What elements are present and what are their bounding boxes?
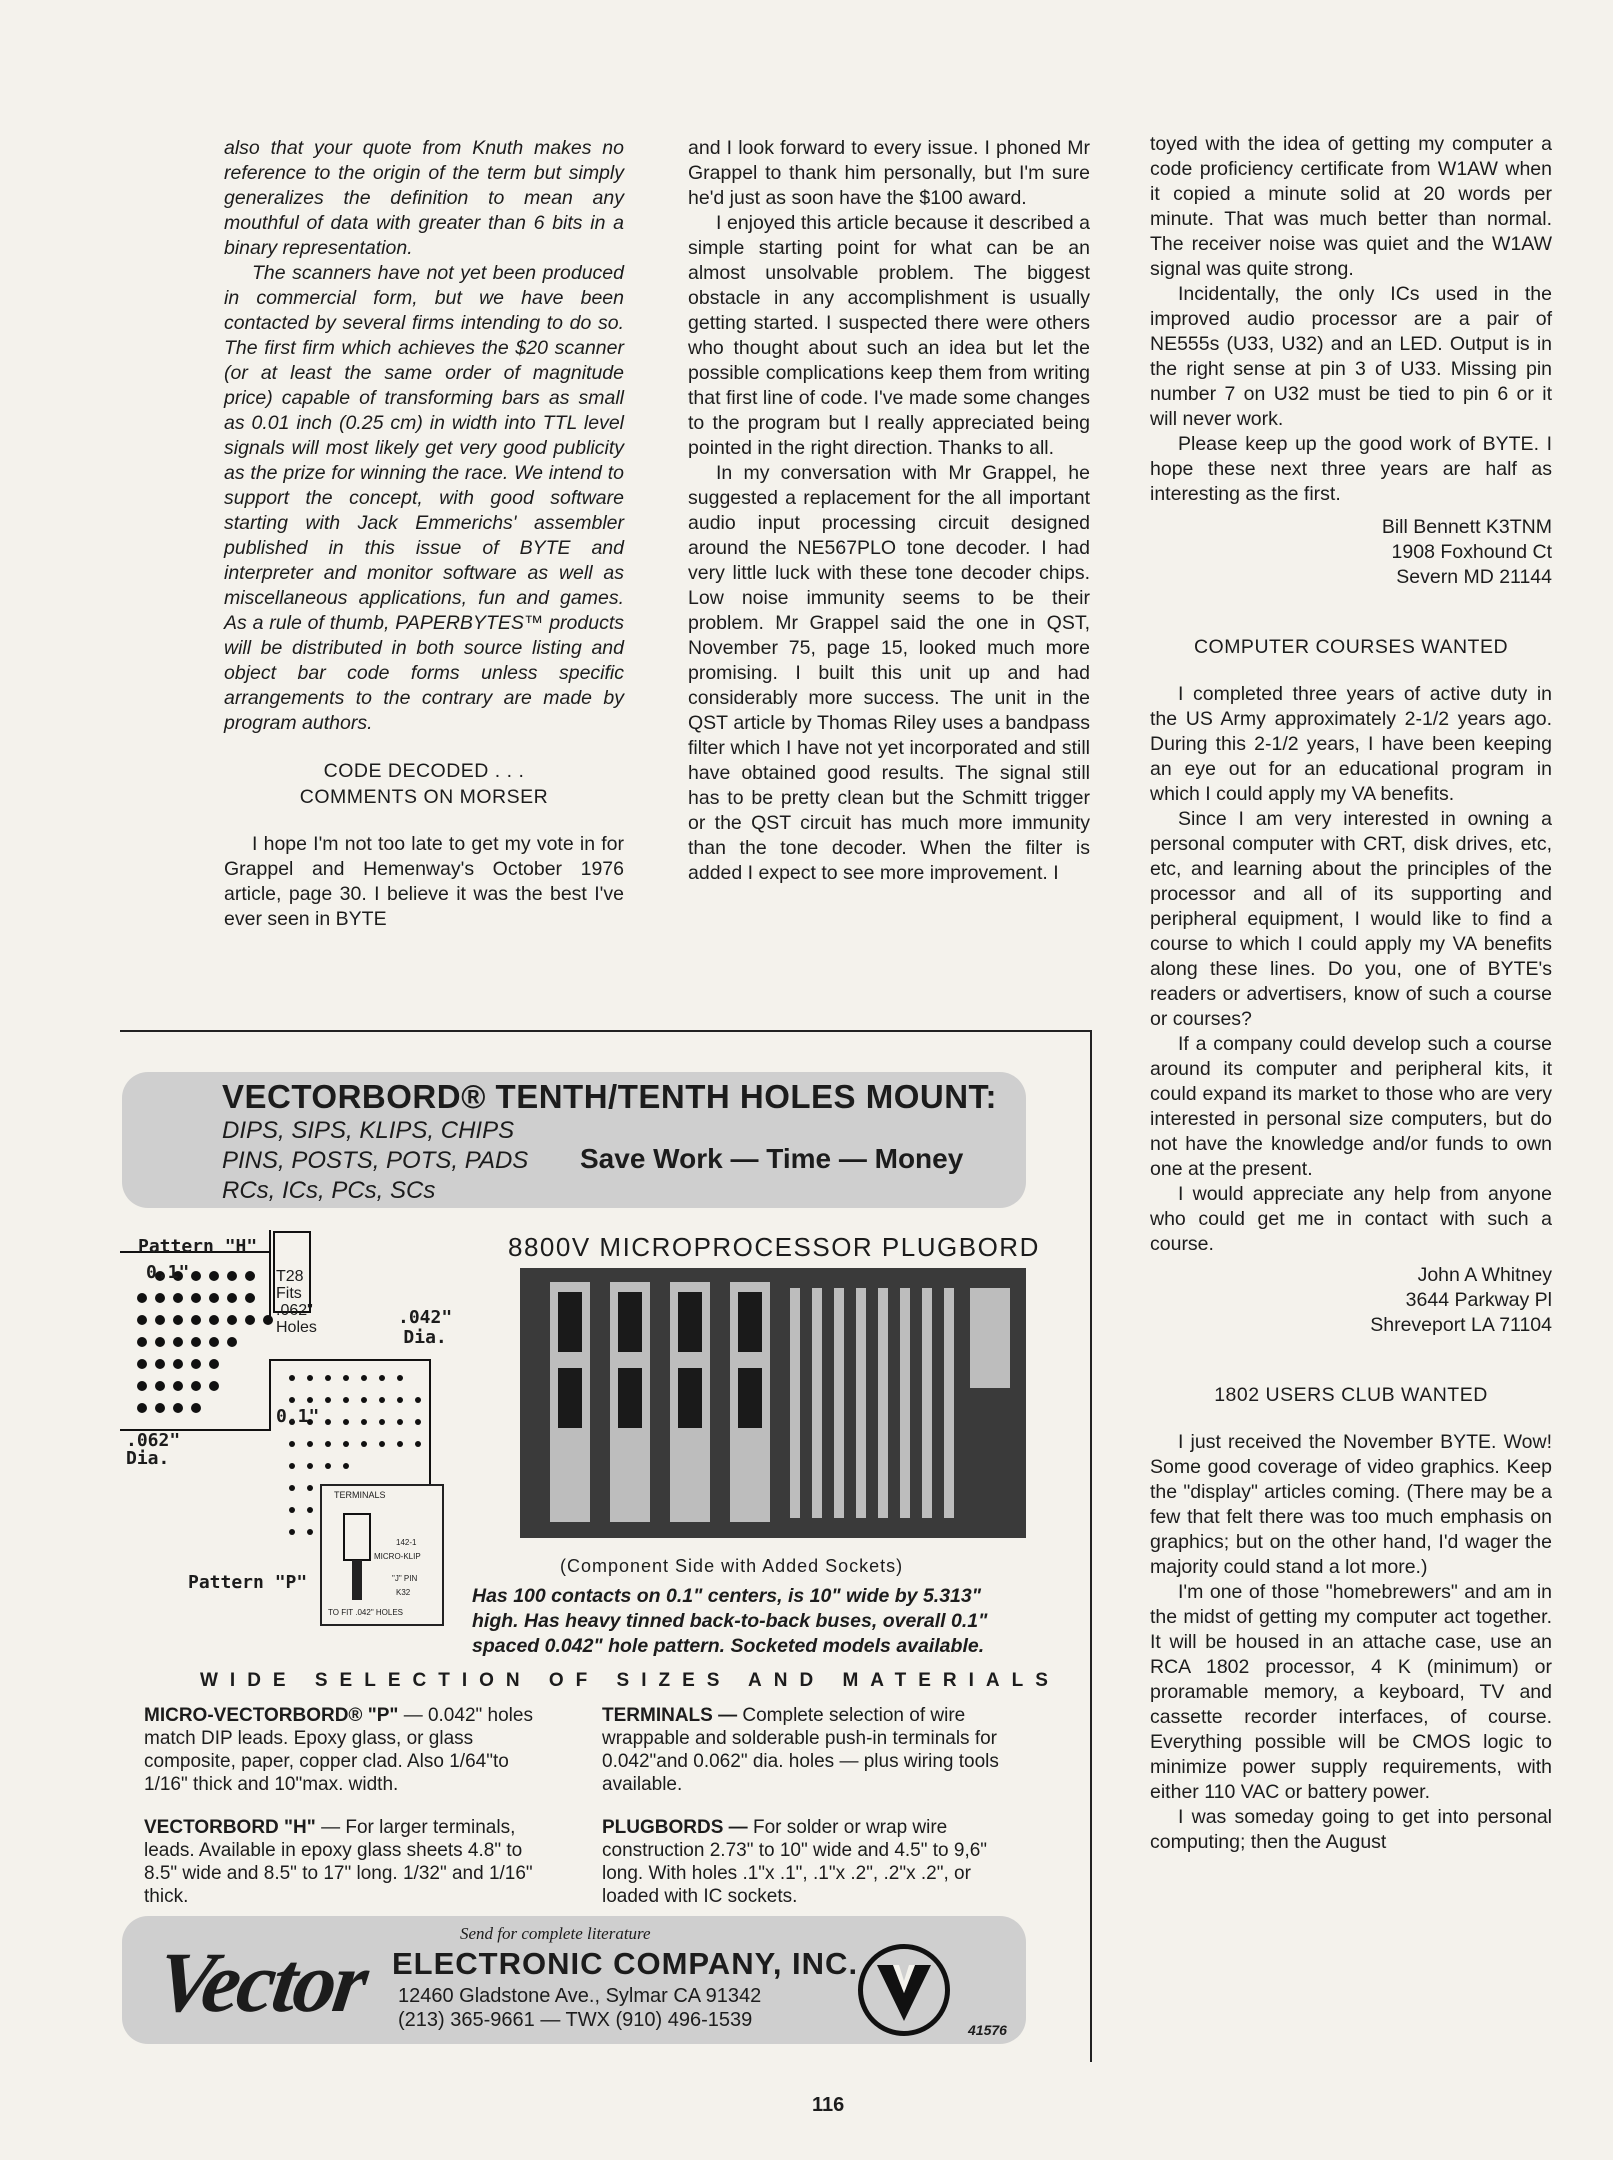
ad-items-line-3: RCs, ICs, PCs, SCs [222, 1177, 436, 1204]
terminal-pin-icon [330, 1500, 390, 1610]
emblem-v-icon [863, 1949, 945, 2031]
t28-label [276, 1268, 317, 1336]
column-1 [224, 136, 624, 932]
ad-items-line-2: PINS, POSTS, POTS, PADS [222, 1147, 529, 1174]
spec2-text: — For larger terminals, leads. Available in epoxy glass sheets 4.8" to 8.5" wide and 8.5" to 17" long. 1/32" and 1/16" thick. [144, 1817, 533, 1907]
term-pin: "J" PIN [392, 1574, 418, 1583]
heading-code-decoded [224, 758, 624, 810]
spec3-text: Complete selection of wire wrappable and solderable push-in terminals for 0.042"and 0.062" dia. holes — plus wiring tools available. [602, 1705, 999, 1795]
spec4-text: For solder or wrap wire construction 2.73" to 10" wide and 4.5" to 9,6" long. With holes .1"x .1", .1"x .2", .2"x .2", or loaded with IC sockets. [602, 1817, 988, 1907]
sig-city: Severn MD 21144 [1396, 566, 1552, 588]
column-3 [1150, 132, 1552, 1855]
t28-line-4: Holes [276, 1319, 317, 1336]
phone-line: (213) 365-9661 — TWX (910) 496-1539 [398, 2009, 753, 2031]
address-line: 12460 Gladstone Ave., Sylmar CA 91342 [398, 1985, 762, 2007]
spec-plugbords [602, 1816, 1012, 1908]
plugboard-photo [520, 1268, 1026, 1538]
ad-slogan: Save Work — Time — Money [580, 1143, 964, 1174]
signature-whitney [1150, 1263, 1552, 1338]
sig-name: Bill Bennett K3TNM [1381, 516, 1552, 538]
dim-01-b: 0.1" [276, 1406, 320, 1427]
wide-selection-heading: WIDE SELECTION OF SIZES AND MATERIALS [200, 1670, 1060, 1691]
para-enjoyed: I enjoyed this article because it described a simple starting point for what can be an almost unsolvable problem. The biggest obstacle in any accomplishment is usually getting started. I suspected there were others who thought about such an idea but let the possible complications keep them from writing that first line of code. I've made some changes to the program but I really appreciated being pointed in the right direction. Thanks to all. [688, 212, 1090, 459]
para-homebrewers: I'm one of those "homebrewers" and am in the midst of getting my computer act together. It will be housed in an attache case, use an RCA 1802 processor, 4 K (minimum) or proramable memory, a keyboard, TV and cassette recorder interfaces, of course. Everything possible will be CMOS logic to minimize power supply requirements, with either 110 VAC or battery power. [1150, 1581, 1552, 1803]
spec-vectorbord-h [144, 1816, 544, 1908]
signature-bennett [1150, 515, 1552, 590]
ad-items-line-1: DIPS, SIPS, KLIPS, CHIPS [222, 1117, 515, 1144]
vector-emblem-icon [858, 1944, 950, 2036]
para-forward: and I look forward to every issue. I phoned Mr Grappel to thank him personally, but I'm sure he'd just as soon have the $100 award. [688, 137, 1090, 209]
heading-club: 1802 USERS CLUB WANTED [1214, 1384, 1488, 1406]
dim-062 [126, 1432, 180, 1468]
para-appreciate: I would appreciate any help from anyone who could get me in contact with such a course. [1150, 1183, 1552, 1255]
para-someday: I was someday going to get into personal computing; then the August [1150, 1806, 1552, 1853]
spec1-text: — 0.042" holes match DIP leads. Epoxy glass, or glass composite, paper, copper clad. Also 1/64"to 1/16" thick and 10"max. width. [144, 1705, 533, 1795]
pattern-h-dots [137, 1271, 273, 1413]
para-hope: I hope I'm not too late to get my vote in for Grappel and Hemenway's October 1976 article, page 30. I believe it was the best I've ever seen in BYTE [224, 833, 624, 930]
plugboard-description: Has 100 contacts on 0.1" centers, is 10" wide by 5.313" high. Has heavy tinned back-to-back buses, overall 0.1" spaced 0.042" hole pattern. Socketed models available. [472, 1585, 988, 1657]
dim-062-dia: Dia. [126, 1448, 170, 1469]
dim-062-value: .062" [126, 1430, 181, 1451]
pattern-p-label: Pattern "P" [188, 1572, 308, 1593]
spec3-title: TERMINALS — [602, 1705, 738, 1726]
para-conversation: In my conversation with Mr Grappel, he suggested a replacement for the all important audio input processing circuit designed around the NE567PLO tone decoder. I had very little luck with these tone decoder chips. Low noise immunity seems to be their problem. Mr Grappel said the one in QST, November 75, page 15, looked much more promising. I built this unit up and had considerably more success. The unit in the QST article by Thomas Riley uses a bandpass filter which I have not yet incorporated and still have obtained good results. The signal still has to be pretty clean but the Schmitt trigger or the QST circuit has much more immunity than the tone decoder. When the filter is added I expect to see more improvement. I [688, 462, 1090, 884]
para-please: Please keep up the good work of BYTE. I hope these next three years are half as interesting as the first. [1150, 433, 1552, 505]
plugboard-caption: (Component Side with Added Sockets) [560, 1556, 904, 1576]
spec4-title: PLUGBORDS — [602, 1817, 748, 1838]
page-number: 116 [812, 2094, 845, 2116]
sig-name: John A Whitney [1417, 1264, 1552, 1286]
pattern-h-label: Pattern "H" [138, 1236, 258, 1257]
dim-042-value: .042" [398, 1307, 453, 1328]
dim-01-a: 0.1" [146, 1262, 190, 1283]
ad-title: VECTORBORD® TENTH/TENTH HOLES MOUNT: [222, 1078, 998, 1115]
terminals-box [320, 1484, 444, 1626]
heading-line-1: CODE DECODED . . . [323, 760, 525, 782]
term-part: 142-1 [396, 1538, 417, 1547]
heading-courses: COMPUTER COURSES WANTED [1193, 636, 1509, 658]
para-toyed: toyed with the idea of getting my computer a code proficiency certificate from W1AW when it copied a minute solid at 20 words per minute. That was much better than normal. The receiver noise was quiet and the W1AW signal was quite strong. [1150, 133, 1552, 280]
vector-logo: Vector [151, 1934, 372, 2030]
term-fit: TO FIT .042" HOLES [328, 1608, 404, 1617]
sig-city: Shreveport LA 71104 [1370, 1314, 1552, 1336]
para-ifcompany: If a company could develop such a course around its computer and peripheral kits, it could expand its market to those who are very interested in personal size computers, but do not have the knowledge and/or funds to own one at the present. [1150, 1033, 1552, 1180]
column-2 [688, 136, 1090, 886]
t28-line-1: T28 [276, 1268, 304, 1285]
term-klip: MICRO-KLIP [374, 1552, 421, 1561]
dim-042 [398, 1308, 452, 1348]
spec1-title: MICRO-VECTORBORD® "P" [144, 1705, 399, 1726]
heading-line-2: COMMENTS ON MORSER [299, 786, 549, 808]
spec-micro-vectorbord [144, 1704, 544, 1796]
plugboard-image [520, 1268, 1026, 1538]
sig-street: 1908 Foxhound Ct [1391, 541, 1552, 563]
ad-number: 41576 [968, 2022, 1007, 2038]
terminals-label: TERMINALS [334, 1490, 386, 1500]
ad-top-rule [120, 1030, 1092, 1032]
t28-line-3: .062" [276, 1302, 313, 1319]
para-received: I just received the November BYTE. Wow! Some good coverage of video graphics. Keep the "display" articles coming. (There may be a few that felt there was too much emphasis on graphics; but on the other hand, I'd wager the majority could stand a lot more.) [1150, 1431, 1552, 1578]
company-address [398, 1984, 761, 2032]
company-name: ELECTRONIC COMPANY, INC. [392, 1946, 859, 1981]
para-incidentally: Incidentally, the only ICs used in the improved audio processor are a pair of NE555s (U33, U32) and an LED. Output is in the right sense at pin 3 of U33. Missing pin number 7 on U32 must be tied to pin 6 or it will never work. [1150, 283, 1552, 430]
spec-terminals [602, 1704, 1012, 1796]
t28-line-2: Fits [276, 1285, 302, 1302]
para-completed: I completed three years of active duty in the US Army approximately 2-1/2 years ago. During this 2-1/2 years, I have been keeping an eye out for an educational program in which I could apply my VA benefits. [1150, 683, 1552, 805]
para-scanners: The scanners have not yet been produced in commercial form, but we have been contacted by several firms intending to do so. The first firm which achieves the $20 scanner (or at least the same order of magnitude price) capable of transforming bars as small as 0.01 inch (0.25 cm) in width into TTL level signals will most likely get very good publicity as the prize for winning the race. We intend to support the concept, with good software starting with Jack Emmerichs' assembler published in this issue of BYTE and interpreter and monitor software as well as miscellaneous applications, fun and games. As a rule of thumb, PAPERBYTES™ products will be distributed in both source listing and object bar code forms unless specific arrangements to the contrary are made by program authors. [224, 262, 624, 734]
dim-042-dia: Dia. [403, 1327, 447, 1348]
term-k32: K32 [396, 1588, 411, 1597]
send-literature: Send for complete literature [460, 1924, 651, 1943]
ad-items [222, 1116, 528, 1206]
sig-street: 3644 Parkway Pl [1405, 1289, 1552, 1311]
ad-right-rule [1090, 1030, 1092, 2062]
plugboard-title: 8800V MICROPROCESSOR PLUGBORD [508, 1232, 1040, 1262]
spec2-title: VECTORBORD "H" [144, 1817, 316, 1838]
para-intro: also that your quote from Knuth makes no reference to the origin of the term but simply generalizes the definition to mean any mouthful of data with greater than 6 bits in a binary representation. [224, 137, 624, 259]
para-since: Since I am very interested in owning a personal computer with CRT, disk drives, etc, etc, and learning about the principles of the processor and all of its supporting and peripheral equipment, I would like to find a course to which I could apply my VA benefits along these lines. Do you, one of BYTE's readers or advertisers, know of such a course or courses? [1150, 808, 1552, 1030]
